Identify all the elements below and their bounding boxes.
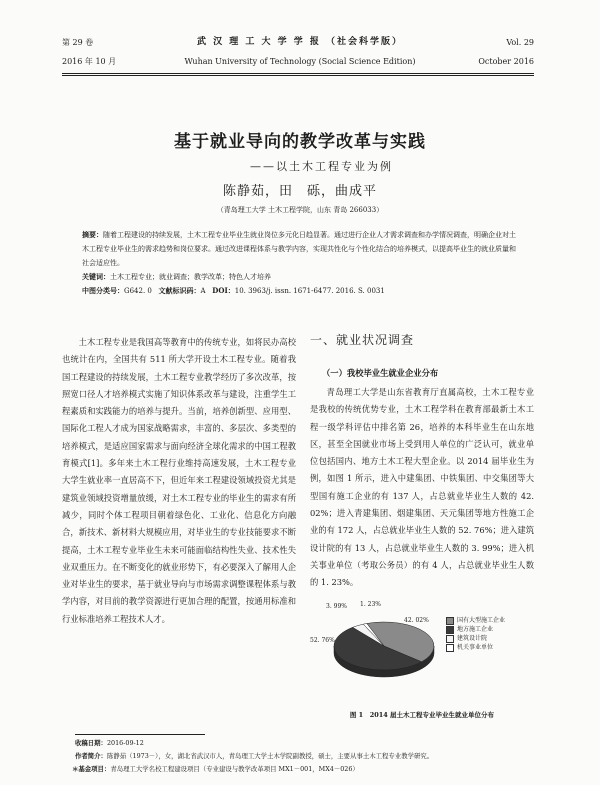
keywords — [82, 270, 518, 284]
cls-value: G642. 0 — [124, 287, 152, 295]
legend-label: 机关事业单位 — [457, 644, 494, 651]
doi-label: DOI： — [212, 286, 235, 295]
header-rule — [62, 73, 534, 74]
footnote-rule — [75, 734, 205, 735]
received-label: 收稿日期： — [75, 739, 107, 747]
doc-label: 文献标识码： — [158, 286, 201, 295]
legend-label: 国有大型施工企业 — [457, 617, 506, 624]
legend-item — [446, 643, 505, 652]
date-cn: 2016 年 10 月 — [62, 57, 117, 66]
figure-1 — [310, 598, 538, 706]
pie-legend — [446, 616, 505, 652]
abstract-label: 摘要： — [82, 230, 103, 239]
author-value: 陈静茹（1973－），女，湖北省武汉市人，青岛理工大学土木学院副教授，硕士，主要从事土木工程专业教学研究。 — [106, 752, 434, 760]
right-column — [310, 384, 534, 592]
legend-swatch — [446, 617, 454, 625]
legend-label: 地方施工企业 — [457, 626, 494, 633]
footnote-author — [75, 750, 433, 763]
volume-cn: 第 29 卷 — [62, 38, 94, 47]
legend-label: 建筑设计院 — [457, 635, 488, 642]
abstract-text: 随着工程建设的持续发展，土木工程专业毕业生就业岗位多元化日趋显著。通过进行企业人才需求调查和办学情况调查，明确企业对土木工程专业毕业生的需求趋势和岗位要求。通过改进课程体系与教学内容，实现共性化与个性化结合的培养模式，以提高毕业生的就业质量和社会适应性。 — [82, 231, 516, 267]
journal-title-en: Wuhan University of Technology (Social Science Edition) — [184, 57, 416, 66]
left-column — [62, 334, 296, 628]
article-authors: 陈静茹，田 砾，曲成平 — [222, 184, 377, 199]
article-title: 基于就业导向的教学改革与实践 — [174, 132, 426, 152]
subsection-heading: （一）我校毕业生就业企业分布 — [322, 368, 439, 378]
volume-en: Vol. 29 — [506, 38, 534, 47]
date-en: October 2016 — [478, 57, 534, 66]
legend-item — [446, 625, 505, 634]
legend-swatch — [446, 635, 454, 643]
fund-label: ＊基金项目： — [72, 765, 111, 773]
legend-swatch — [446, 626, 454, 634]
doc-value: A — [200, 287, 206, 295]
journal-title-cn: 武 汉 理 工 大 学 学 报 （社会科学版） — [196, 37, 404, 47]
footnote-fund — [72, 763, 359, 776]
pie-slice-label: 52. 76% — [310, 637, 335, 644]
abstract — [82, 228, 518, 270]
pie-chart — [310, 598, 458, 690]
received-value: 2016-09-12 — [106, 739, 144, 747]
figure-caption: 图 1 2014 届土木工程专业毕业生就业单位分布 — [349, 711, 495, 719]
keywords-label: 关键词： — [82, 272, 110, 281]
pie-slice-label: 42. 02% — [404, 617, 429, 624]
author-label: 作者简介： — [75, 752, 107, 760]
section-heading: 一、就业状况调查 — [310, 333, 415, 347]
legend-item — [446, 634, 505, 643]
cls-label: 中图分类号： — [82, 286, 124, 295]
body-paragraph: 土木工程专业是我国高等教育中的传统专业，如将民办高校也统计在内，全国共有 511 所大学开设土木工程专业。随着我国工程建设的持续发展，土木工程专业教学经历了多次改革，按照宽口径人才培养模式实施了知识体系改革与建设，注重学生工程素质和实践能力的培养与提升。当前，培养创新型、应用型、国际化工程人才成为国家战略需求，丰富的、多层次、多类型的培养模式，是适应国家需求与面向经济全球化需求的中国工程教育模式[1]。多年来土木工程行业维持高速发展，土木工程专业大学生就业率一直居高不下，但近年来工程建设领域投资尤其是建筑业领域投资增量放缓，对土木工程专业的毕业生的需求有所减少，同时个体工程项目朝着绿色化、工业化、信息化方向融合，新技术、新材料大规模应用，对毕业生的专业技能要求不断提高，土木工程专业毕业生未来可能面临结构性失业、技术性失业双重压力。在不断变化的就业形势下，有必要深入了解用人企业对毕业生的要求，基于就业导向与市场需求调整课程体系与教学内容，对目前的教学资源进行更加合理的配置，按通用标准和行业标准培养工程技术人才。 — [62, 337, 296, 624]
doi-value: 10. 3963/j. issn. 1671-6477. 2016. S. 0031 — [234, 287, 385, 295]
pie-slice-label: 1. 23% — [360, 601, 381, 608]
classification — [82, 284, 518, 298]
body-paragraph: 青岛理工大学是山东省教育厅直属高校，土木工程专业是我校的传统优势专业，土木工程学科在教育部最新土木工程一级学科评估中排名第 26，培养的本科毕业生在山东地区，甚至全国就业市场上受到用人单位的广泛认可，就业单位包括国内、地方土木工程大型企业。以 2014 届毕业生为例，如图 1 所示，进入中建集团、中铁集团、中交集团等大型国有施工企业的有 137 人，占总就业毕业生人数的 42. 02%；进入青建集团、烟建集团、天元集团等地方性施工企业的有 172 人，占总就业毕业生人数的 52. 76%；进入建筑设计院的有 13 人，占总就业毕业生人数的 3. 99%；进入机关事业单位（考取公务员）的有 4 人，占总就业毕业生人数的 1. 23%。 — [310, 387, 534, 588]
keywords-text: 土木工程专业；就业调查；教学改革；特色人才培养 — [110, 273, 271, 281]
header-rule-2 — [62, 75, 534, 76]
footnote-received — [75, 737, 144, 750]
legend-item — [446, 616, 505, 625]
pie-slice-label: 3. 99% — [326, 603, 347, 610]
legend-swatch — [446, 644, 454, 652]
fund-value: 青岛理工大学名校工程建设项目（专业建设与教学改革项目 MX1－001，MX4－026） — [110, 765, 359, 773]
article-subtitle: ——以土木工程专业为例 — [250, 160, 393, 173]
article-affiliation: （青岛理工大学 土木工程学院，山东 青岛 266033） — [216, 206, 384, 214]
